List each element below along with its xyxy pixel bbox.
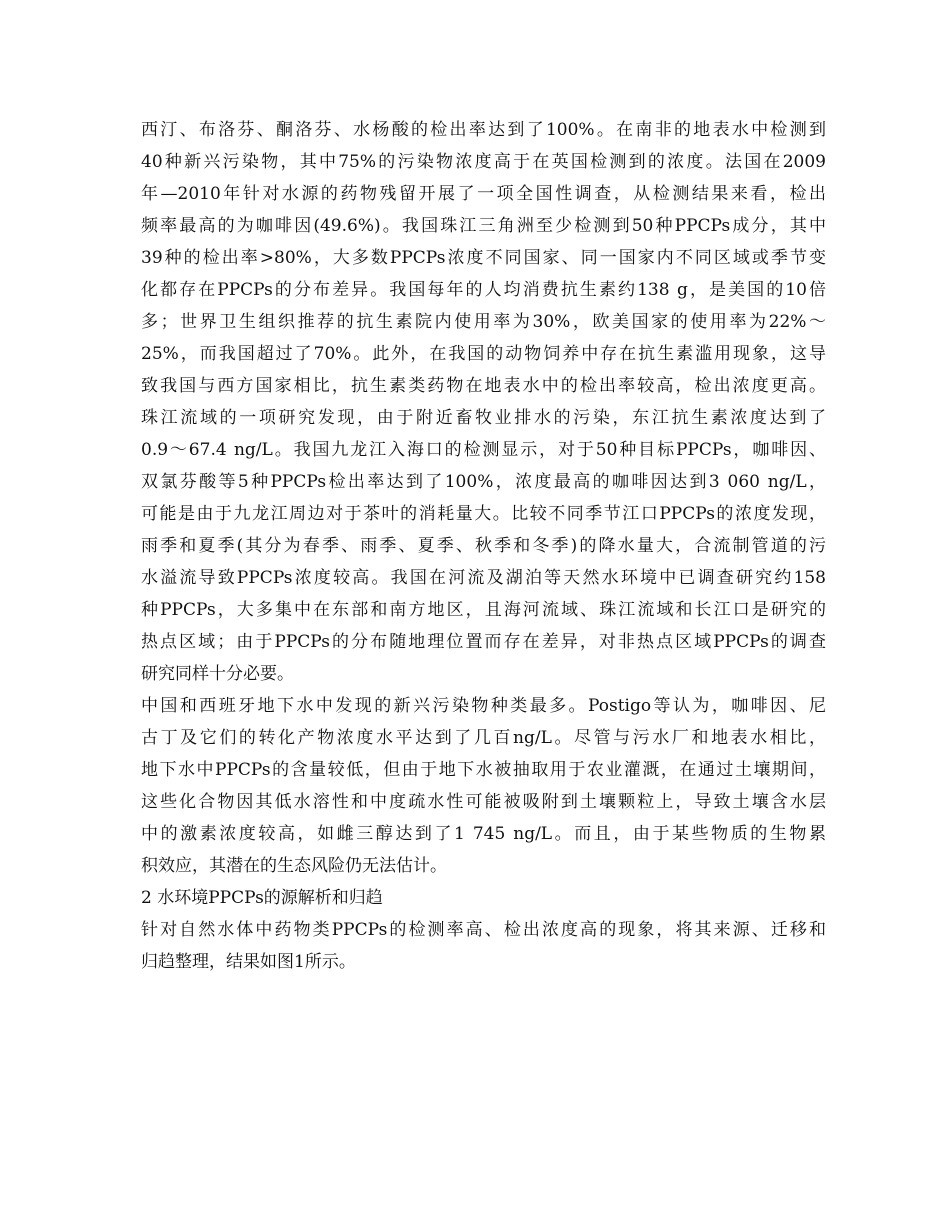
document-body	[141, 114, 826, 978]
text-line: 双氯芬酸等5种PPCPs检出率达到了100%，浓度最高的咖啡因达到3 060 ng/L，	[141, 472, 826, 492]
text-line: 25%，而我国超过了70%。此外，在我国的动物饲养中存在抗生素滥用现象，这导	[141, 344, 826, 364]
text-line: 热点区域；由于PPCPs的分布随地理位置而存在差异，对非热点区域PPCPs的调查	[141, 632, 826, 652]
text-line: 水溢流导致PPCPs浓度较高。我国在河流及湖泊等天然水环境中已调查研究约158	[141, 568, 826, 588]
text-line: 古丁及它们的转化产物浓度水平达到了几百ng/L。尽管与污水厂和地表水相比，	[141, 728, 826, 748]
section-heading	[141, 882, 826, 914]
text-line: 种PPCPs，大多集中在东部和南方地区，且海河流域、珠江流域和长江口是研究的	[141, 600, 826, 620]
text-line: 研究同样十分必要。	[141, 664, 294, 684]
text-line: 多；世界卫生组织推荐的抗生素院内使用率为30%，欧美国家的使用率为22%～	[141, 312, 826, 332]
text-line: 积效应，其潜在的生态风险仍无法估计。	[141, 856, 447, 876]
text-line: 39种的检出率>80%，大多数PPCPs浓度不同国家、同一国家内不同区域或季节变	[141, 248, 826, 268]
text-line: 雨季和夏季(其分为春季、雨季、夏季、秋季和冬季)的降水量大，合流制管道的污	[141, 536, 826, 556]
text-line: 这些化合物因其低水溶性和中度疏水性可能被吸附到土壤颗粒上，导致土壤含水层	[141, 792, 826, 812]
text-line: 年—2010年针对水源的药物残留开展了一项全国性调查，从检测结果来看，检出	[141, 184, 826, 204]
text-line: 40种新兴污染物，其中75%的污染物浓度高于在英国检测到的浓度。法国在2009	[141, 152, 826, 172]
text-line: 频率最高的为咖啡因(49.6%)。我国珠江三角洲至少检测到50种PPCPs成分，其中	[141, 216, 826, 236]
text-line: 0.9～67.4 ng/L。我国九龙江入海口的检测显示，对于50种目标PPCPs，咖啡因、	[141, 440, 826, 460]
text-line: 中国和西班牙地下水中发现的新兴污染物种类最多。Postigo等认为，咖啡因、尼	[141, 696, 826, 716]
paragraph	[141, 690, 826, 882]
text-line: 针对自然水体中药物类PPCPs的检测率高、检出浓度高的现象，将其来源、迁移和	[141, 920, 826, 940]
paragraph	[141, 114, 826, 402]
text-line: 可能是由于九龙江周边对于茶叶的消耗量大。比较不同季节江口PPCPs的浓度发现，	[141, 504, 826, 524]
text-line: 归趋整理，结果如图1所示。	[141, 952, 356, 972]
text-line: 珠江流域的一项研究发现，由于附近畜牧业排水的污染，东江抗生素浓度达到了	[141, 408, 826, 428]
paragraph	[141, 914, 826, 978]
text-line: 化都存在PPCPs的分布差异。我国每年的人均消费抗生素约138 g，是美国的10倍	[141, 280, 826, 300]
text-line: 中的激素浓度较高，如雌三醇达到了1 745 ng/L。而且，由于某些物质的生物累	[141, 824, 826, 844]
text-line: 地下水中PPCPs的含量较低，但由于地下水被抽取用于农业灌溉，在通过土壤期间，	[141, 760, 826, 780]
paragraph	[141, 402, 826, 690]
text-line: 致我国与西方国家相比，抗生素类药物在地表水中的检出率较高，检出浓度更高。	[141, 376, 826, 396]
text-line: 西汀、布洛芬、酮洛芬、水杨酸的检出率达到了100%。在南非的地表水中检测到	[141, 120, 826, 140]
section-heading-text: 2 水环境PPCPs的源解析和归趋	[141, 888, 383, 908]
